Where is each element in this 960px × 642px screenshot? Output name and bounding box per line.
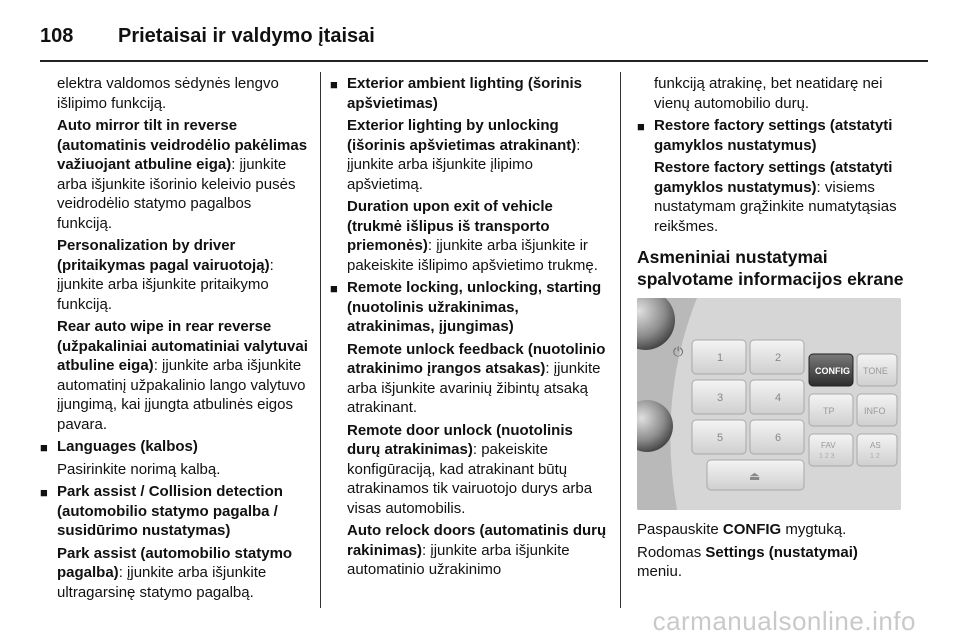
section-heading: Asmeniniai nustatymai spalvotame informacijos ekrane (637, 247, 904, 289)
bullet-item (40, 482, 308, 541)
description: : įjunkite arba išjunkite automatinio užrakinimo (347, 541, 570, 578)
caption-term: CONFIG (722, 521, 782, 538)
paragraph: Pasirinkite norimą kalbą. (57, 460, 221, 478)
page-number: 108 (40, 24, 74, 47)
caption-term: Settings (nustatymai) (705, 543, 858, 561)
column-divider (620, 72, 621, 608)
as-button-sublabel: 1 2 (870, 453, 880, 460)
term: Restore factory settings (atstatyti gamyklos nustatymus) (654, 159, 893, 196)
description: : įjunkite arba išjunkite automatinį užpakalinio lango valytuvo įjungimą, kai įjungta atbulinės eigos pavara. (57, 357, 306, 433)
preset-label: 5 (717, 432, 724, 444)
term: Remote door unlock (nuotolinis durų atrakinimas) (347, 421, 573, 458)
eject-icon: ⏏ (749, 469, 761, 483)
bullet-icon: ■ (40, 485, 48, 500)
control-panel-photo (637, 298, 901, 510)
paragraph (330, 340, 608, 418)
term: Rear auto wipe in rear reverse (užpakaliniai automatiniai valytuvai atbuline eiga) (57, 318, 308, 374)
config-button-label: CONFIG (815, 366, 850, 376)
preset-label: 4 (775, 392, 782, 404)
column-2 (330, 74, 608, 583)
paragraph (40, 317, 308, 434)
term: Remote unlock feedback (nuotolinio atrakinimo įrangos atsakas) (347, 340, 606, 377)
term: Duration upon exit of vehicle (trukmė išlipus iš transporto priemonės) (347, 198, 553, 254)
column-3 (637, 74, 907, 585)
paragraph (40, 116, 308, 233)
column-divider (320, 72, 321, 608)
description: : visiems nustatymam grąžinkite numatytąsias reikšmes. (654, 178, 897, 235)
description: : įjunkite arba išjunkite pritaikymo funkciją. (57, 256, 274, 313)
caption-text: Paspauskite (637, 521, 723, 538)
bullet-title: Park assist / Collision detection (automobilio statymo pagalba / susidūrimo nustatymas) (57, 483, 283, 539)
paragraph (637, 158, 907, 236)
description: : įjunkite arba išjunkite išorinio keleivio pusės veidrodėlio statymo pagalbos funkciją. (57, 156, 296, 232)
preset-label: 2 (775, 352, 782, 364)
bullet-icon: ■ (40, 440, 48, 455)
description: : įjunkite arba išjunkite ir pakeiskite išlipimo apšvietimo trukmę. (347, 237, 598, 274)
bullet-icon: ■ (637, 119, 645, 134)
paragraph (330, 421, 608, 519)
preset-label: 6 (775, 432, 782, 444)
fav-button-sublabel: 1 2 3 (819, 453, 835, 460)
paragraph (40, 236, 308, 314)
fav-button-label: FAV (821, 441, 836, 450)
paragraph (330, 116, 608, 194)
preset-label: 3 (717, 392, 724, 404)
control-panel-illustration (637, 298, 901, 510)
page-header (40, 16, 920, 56)
bullet-icon: ■ (330, 77, 338, 92)
info-button-label: INFO (864, 406, 886, 416)
bullet-item (330, 74, 608, 113)
paragraph: funkciją atrakinę, bet neatidarę nei vienų automobilio durų. (654, 75, 883, 112)
description: : įjunkite arba išjunkite įlipimo apšvietimą. (347, 136, 581, 193)
bullet-item (40, 437, 308, 457)
watermark: carmanualsonline.info (652, 606, 916, 636)
preset-label: 1 (717, 352, 724, 364)
bullet-title: Remote locking, unlocking, starting (nuotolinis užrakinimas, atrakinimas, įjungimas) (347, 279, 602, 335)
fav-button (809, 434, 853, 466)
bullet-item (330, 278, 608, 337)
as-button-label: AS (870, 441, 881, 450)
paragraph (330, 197, 608, 275)
column-1 (40, 74, 308, 605)
caption (637, 543, 907, 582)
description: : pakeiskite konfigūraciją, kad atrakinant būtų atrakinamos tik vairuotojo durys arba visas automobilis. (347, 441, 593, 517)
bullet-title: Exterior ambient lighting (šorinis apšvietimas) (347, 75, 583, 112)
caption-text: mygtuką. (781, 521, 847, 538)
power-icon: ⏻ (673, 345, 684, 360)
bullet-title: Restore factory settings (atstatyti gamyklos nustatymus) (654, 117, 893, 154)
tone-button-label: TONE (863, 366, 888, 376)
paragraph (330, 521, 608, 580)
caption-text: meniu. (637, 563, 683, 580)
header-rule (40, 60, 928, 62)
term: Auto mirror tilt in reverse (automatinis veidrodėlio pakėlimas važiuojant atbuline eiga) (57, 117, 308, 173)
caption-text: Rodomas (637, 543, 706, 561)
paragraph (40, 544, 308, 603)
paragraph: elektra valdomos sėdynės lengvo išlipimo funkciją. (57, 75, 279, 112)
tp-button-label: TP (823, 406, 835, 416)
caption (637, 520, 907, 540)
as-button (857, 434, 897, 466)
description: : įjunkite arba išjunkite avarinių žibintų atsaką atrakinant. (347, 360, 601, 416)
description: : įjunkite arba išjunkite ultragarsinę statymo pagalbą. (57, 564, 267, 601)
term: Park assist (automobilio statymo pagalba) (57, 544, 293, 581)
bullet-item (637, 116, 907, 155)
bullet-title: Languages (kalbos) (57, 438, 198, 455)
term: Exterior lighting by unlocking (išorinis apšvietimas atrakinant) (347, 117, 577, 154)
term: Personalization by driver (pritaikymas pagal vairuotoją) (57, 237, 270, 274)
bullet-icon: ■ (330, 281, 338, 296)
term: Auto relock doors (automatinis durų rakinimas) (347, 522, 607, 559)
page-title: Prietaisai ir valdymo įtaisai (118, 24, 375, 47)
